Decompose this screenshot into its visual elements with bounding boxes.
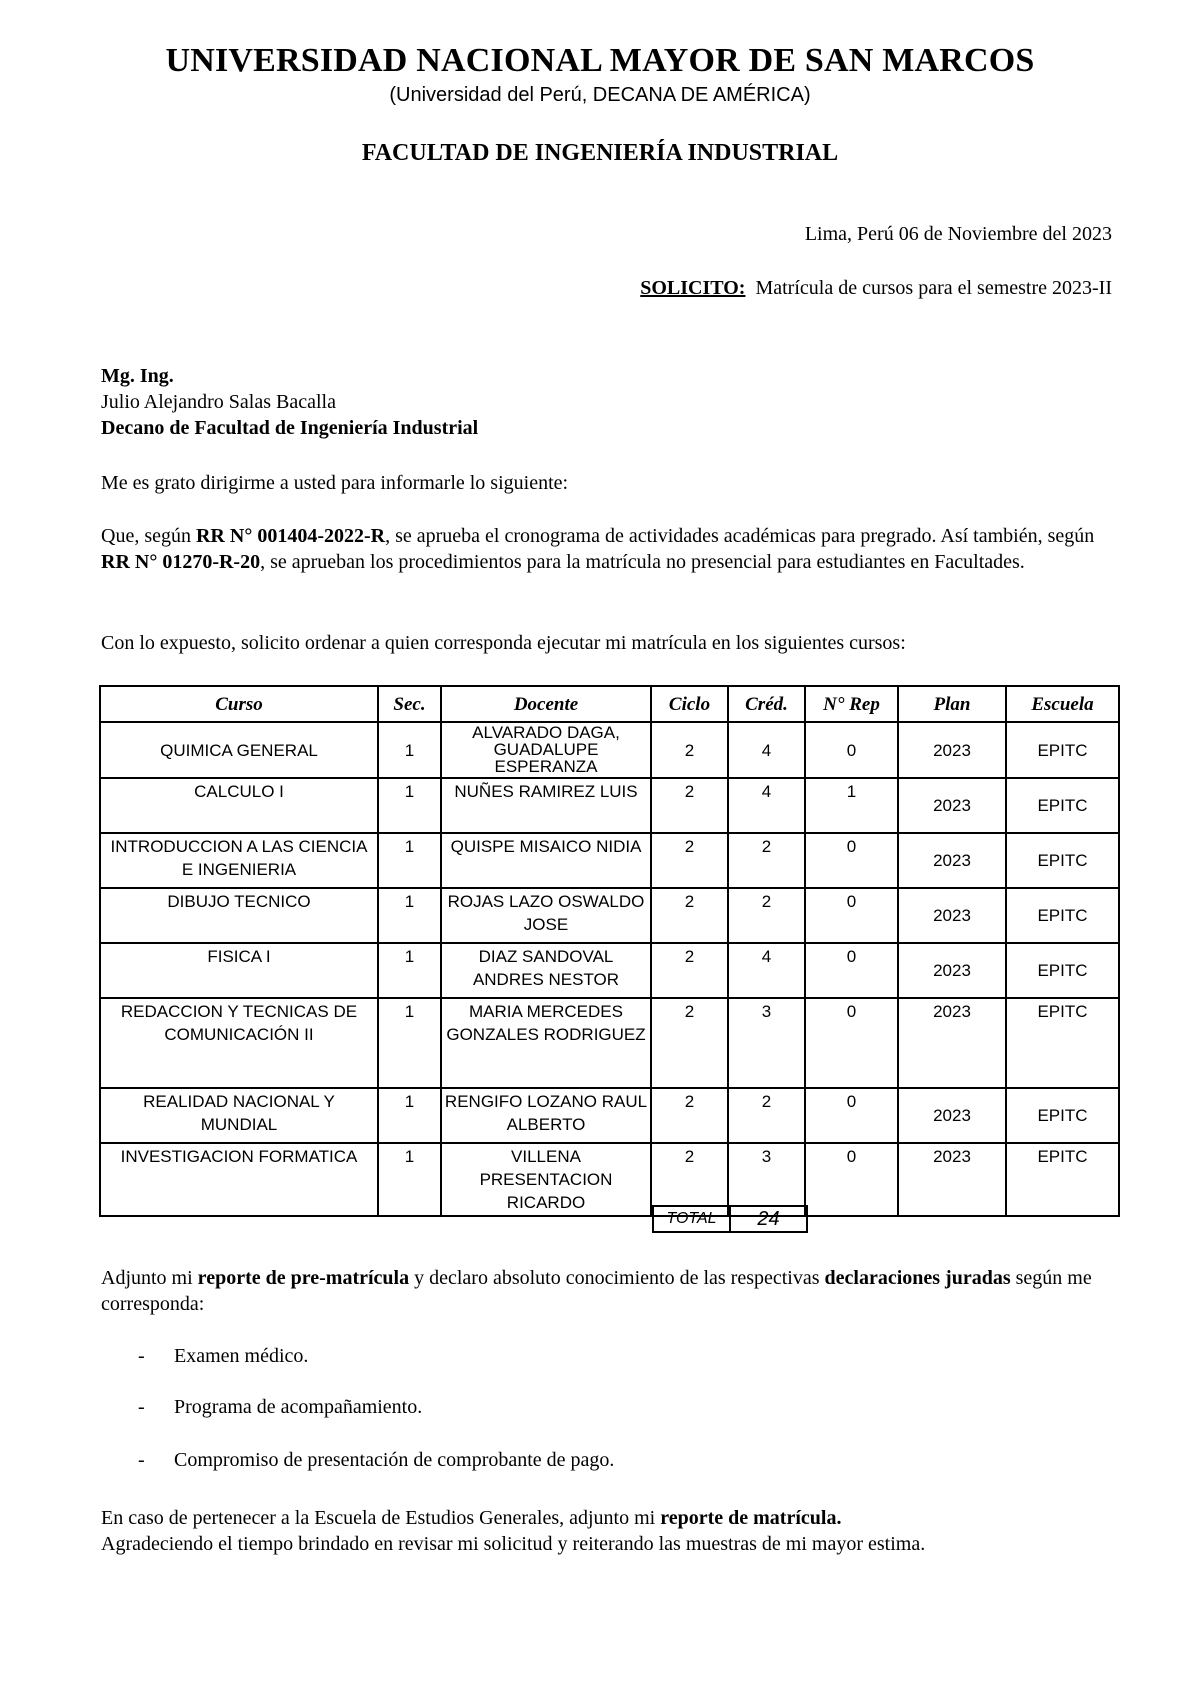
header-cell: Sec. <box>378 686 441 722</box>
table-cell: ROJAS LAZO OSWALDO JOSE <box>441 888 651 943</box>
header-cell: Plan <box>898 686 1006 722</box>
header-cell: Créd. <box>728 686 805 722</box>
table-cell: 2 <box>651 1143 728 1216</box>
table-cell: 2 <box>728 833 805 888</box>
table-row <box>100 722 1119 778</box>
table-cell: 1 <box>805 778 898 833</box>
table-row <box>100 998 1119 1088</box>
table-cell: 1 <box>378 1088 441 1143</box>
table-cell: 2 <box>651 778 728 833</box>
closing-text-1: En caso de pertenecer a la Escuela de Estudios Generales, adjunto mi <box>101 1507 661 1529</box>
table-row <box>100 1143 1119 1216</box>
legal-text-3: Así también, según <box>940 525 1095 547</box>
table-cell: 1 <box>378 833 441 888</box>
legal-text-4: , se aprueban los procedimientos para la matrícula no presencial para estudiantes en Facultades. <box>260 551 1025 573</box>
closing-paragraph <box>101 1505 1111 1557</box>
header-cell: Escuela <box>1006 686 1119 722</box>
table-cell: 2023 <box>898 778 1006 833</box>
total-table <box>652 1205 808 1233</box>
table-cell: REALIDAD NACIONAL Y MUNDIAL <box>100 1088 378 1143</box>
table-cell: 1 <box>378 778 441 833</box>
attachment-bold-1: reporte de pre-matrícula <box>197 1267 410 1289</box>
list-item-text: Compromiso de presentación de comprobante de pago. <box>174 1449 615 1471</box>
list-item <box>138 1396 422 1419</box>
university-title: UNIVERSIDAD NACIONAL MAYOR DE SAN MARCOS <box>165 42 1035 79</box>
table-cell: 0 <box>805 722 898 778</box>
table-cell: 1 <box>378 888 441 943</box>
table-cell: 4 <box>728 778 805 833</box>
table-header-row <box>100 686 1119 722</box>
list-bullet: - <box>138 1449 145 1471</box>
header-cell: Curso <box>100 686 378 722</box>
recipient-name: Julio Alejandro Salas Bacalla <box>101 391 336 413</box>
table-cell: VILLENA PRESENTACION RICARDO <box>441 1143 651 1216</box>
table-cell: EPITC <box>1006 943 1119 998</box>
table-cell: 2 <box>651 833 728 888</box>
table-cell: EPITC <box>1006 722 1119 778</box>
table-cell: 2 <box>651 943 728 998</box>
table-cell: INVESTIGACION FORMATICA <box>100 1143 378 1216</box>
table-cell: 0 <box>805 1088 898 1143</box>
letter-date: Lima, Perú 06 de Noviembre del 2023 <box>804 223 1112 245</box>
table-cell: 0 <box>805 998 898 1088</box>
list-bullet: - <box>138 1345 145 1367</box>
table-cell: REDACCION Y TECNICAS DE COMUNICACIÓN II <box>100 998 378 1088</box>
recipient-title: Mg. Ing. <box>101 365 174 387</box>
table-cell: 2 <box>651 888 728 943</box>
attachment-text-2: y declaro absoluto conocimiento de las respectivas <box>409 1267 825 1289</box>
table-cell: ALVARADO DAGA, GUADALUPE ESPERANZA <box>441 722 651 778</box>
table-row <box>100 1088 1119 1143</box>
table-cell: MARIA MERCEDES GONZALES RODRIGUEZ <box>441 998 651 1088</box>
attachment-bold-2: declaraciones juradas <box>824 1267 1011 1289</box>
table-cell: 1 <box>378 998 441 1088</box>
total-row <box>653 1206 807 1232</box>
table-cell: 4 <box>728 943 805 998</box>
list-item-text: Programa de acompañamiento. <box>174 1396 423 1418</box>
recipient-position: Decano de Facultad de Ingeniería Industrial <box>101 417 479 439</box>
table-cell: CALCULO I <box>100 778 378 833</box>
table-cell: 2023 <box>898 888 1006 943</box>
table-cell: 4 <box>728 722 805 778</box>
table-cell: 3 <box>728 1143 805 1216</box>
closing-text-2: Agradeciendo el tiempo brindado en revisar mi solicitud y reiterando las muestras de mi mayor estima. <box>101 1533 926 1555</box>
university-subtitle: (Universidad del Perú, DECANA DE AMÉRICA) <box>389 84 811 106</box>
table-cell: INTRODUCCION A LAS CIENCIA E INGENIERIA <box>100 833 378 888</box>
table-cell: EPITC <box>1006 1143 1119 1216</box>
total-label: TOTAL <box>653 1206 730 1232</box>
table-cell: FISICA I <box>100 943 378 998</box>
table-cell: 2023 <box>898 722 1006 778</box>
table-cell: DIAZ SANDOVAL ANDRES NESTOR <box>441 943 651 998</box>
list-item <box>138 1345 308 1368</box>
recipient-block <box>101 363 1111 441</box>
list-bullet: - <box>138 1396 145 1418</box>
faculty-title: FACULTAD DE INGENIERÍA INDUSTRIAL <box>361 140 839 166</box>
table-cell: 2 <box>651 998 728 1088</box>
legal-paragraph <box>101 523 1111 575</box>
table-cell: QUIMICA GENERAL <box>100 722 378 778</box>
closing-bold: reporte de matrícula. <box>660 1507 842 1529</box>
table-cell: 2023 <box>898 833 1006 888</box>
header-cell: Ciclo <box>651 686 728 722</box>
table-cell: 0 <box>805 1143 898 1216</box>
table-cell: 2023 <box>898 1143 1006 1216</box>
table-cell: 2023 <box>898 998 1006 1088</box>
request-paragraph: Con lo expuesto, solicito ordenar a quien corresponda ejecutar mi matrícula en los siguientes cursos: <box>101 632 906 654</box>
table-cell: EPITC <box>1006 888 1119 943</box>
table-cell: 2 <box>651 1088 728 1143</box>
table-row <box>100 778 1119 833</box>
table-cell: EPITC <box>1006 1088 1119 1143</box>
table-cell: 1 <box>378 1143 441 1216</box>
table-row <box>100 943 1119 998</box>
table-cell: DIBUJO TECNICO <box>100 888 378 943</box>
solicito-text: Matrícula de cursos para el semestre 2023-II <box>755 277 1112 299</box>
list-item <box>138 1449 614 1472</box>
table-row <box>100 833 1119 888</box>
solicito-line <box>640 277 1112 300</box>
table-cell: 1 <box>378 943 441 998</box>
courses-table <box>99 685 1120 1217</box>
table-cell: 2023 <box>898 1088 1006 1143</box>
legal-text-1: Que, según <box>101 525 196 547</box>
table-cell: NUÑES RAMIREZ LUIS <box>441 778 651 833</box>
total-value: 24 <box>730 1206 807 1232</box>
list-item-text: Examen médico. <box>174 1345 309 1367</box>
table-cell: 3 <box>728 998 805 1088</box>
header-cell: Docente <box>441 686 651 722</box>
table-cell: 2 <box>728 1088 805 1143</box>
attachment-paragraph <box>101 1265 1111 1317</box>
header-cell: N° Rep <box>805 686 898 722</box>
greeting-paragraph: Me es grato dirigirme a usted para informarle lo siguiente: <box>101 472 569 494</box>
table-cell: RENGIFO LOZANO RAUL ALBERTO <box>441 1088 651 1143</box>
table-cell: 2 <box>651 722 728 778</box>
table-cell: 2 <box>728 888 805 943</box>
table-row <box>100 888 1119 943</box>
table-cell: 2023 <box>898 943 1006 998</box>
table-cell: 0 <box>805 943 898 998</box>
table-cell: EPITC <box>1006 833 1119 888</box>
table-cell: 0 <box>805 888 898 943</box>
attachment-text-1: Adjunto mi <box>101 1267 198 1289</box>
attachment-text-3: según me corresponda: <box>101 1267 1092 1315</box>
table-cell: 1 <box>378 722 441 778</box>
solicito-label: SOLICITO: <box>640 277 746 299</box>
legal-ref-1: RR N° 001404-2022-R <box>195 525 386 547</box>
table-cell: EPITC <box>1006 998 1119 1088</box>
legal-text-2: , se aprueba el cronograma de actividades académicas para pregrado. <box>385 525 937 547</box>
table-cell: EPITC <box>1006 778 1119 833</box>
legal-ref-2: RR N° 01270-R-20 <box>101 551 261 573</box>
table-cell: QUISPE MISAICO NIDIA <box>441 833 651 888</box>
table-cell: 0 <box>805 833 898 888</box>
